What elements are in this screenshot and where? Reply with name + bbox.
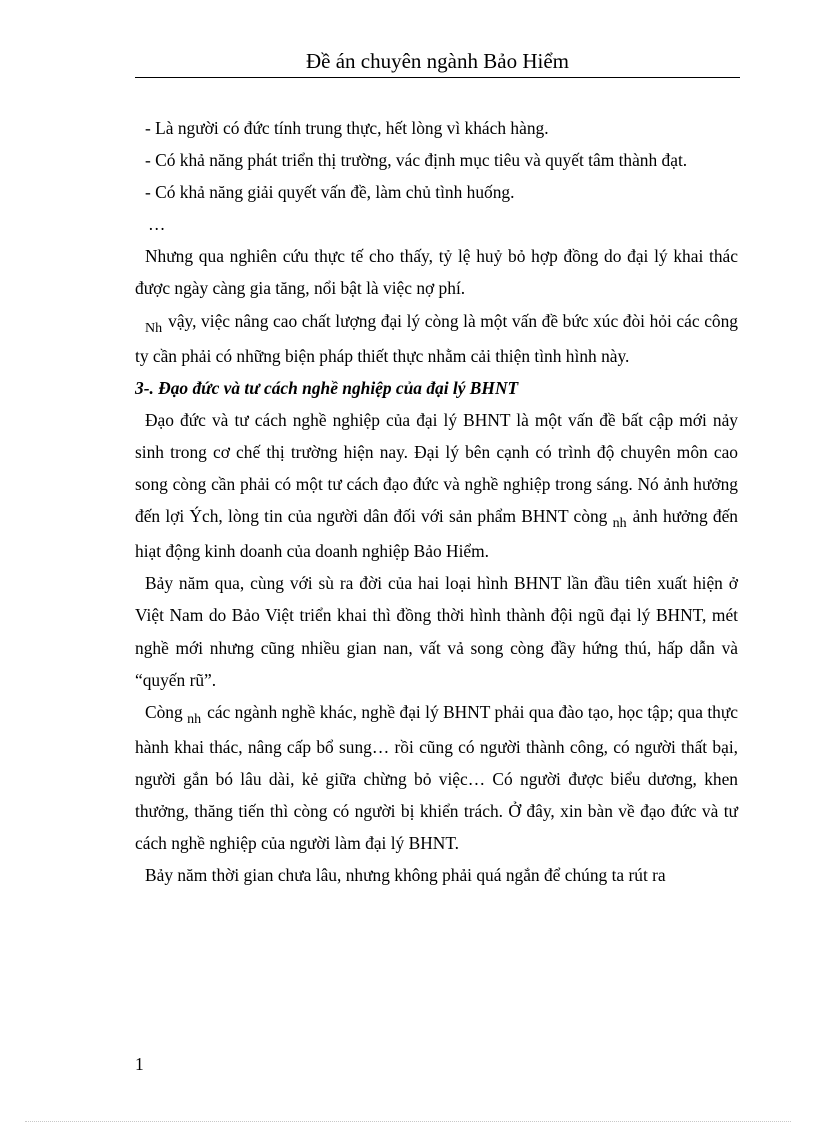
paragraph-9-fragment: nh bbox=[187, 711, 202, 727]
paragraph-2: - Có khả năng phát triển thị trường, vác định mục tiêu và quyết tâm thành đạt. bbox=[145, 150, 688, 171]
page-bottom-border bbox=[25, 1121, 791, 1122]
paragraph-5: Nhưng qua nghiên cứu thực tế cho thấy, tỷ lệ huỷ bỏ hợp đồng do đại lý khai thác được ngày càng gia tăng, nổi bật là việc nợ phí. bbox=[135, 246, 738, 299]
page-number: 1 bbox=[135, 1054, 144, 1074]
paragraph-7-text-b: ảnh hưởng đến hiạt động kinh doanh của doanh nghiệp Bảo Hiểm. bbox=[135, 506, 738, 562]
section-heading: 3-. Đạo đức và tư cách nghề nghiệp của đại lý BHNT bbox=[135, 377, 519, 398]
paragraph-1: - Là người có đức tính trung thực, hết lòng vì khách hàng. bbox=[145, 118, 549, 138]
paragraph-7-text-a: Đạo đức và tư cách nghề nghiệp của đại lý BHNT là một vấn đề bất cập mới nảy sinh trong cơ chế thị trường hiện nay. Đại lý bên cạnh có trình độ chuyên môn cao song còng cần phải có một tư cách đạo đức và nghề nghiệp trong sáng. Nó ảnh hưởng đến lợi Ých, lòng tin của người dân đối với sản phẩm BHNT còng bbox=[135, 409, 738, 527]
paragraph-8: Bảy năm qua, cùng với sù ra đời của hai loại hình BHNT lần đầu tiên xuất hiện ở Việt Nam do Bảo Việt triển khai thì đồng thời hình thành đội ngũ đại lý BHNT, mét nghề mới nhưng cũng nhiều gian nan, vất vả song còng đầy hứng thú, hấp dẫn và “quyến rũ”. bbox=[135, 573, 738, 690]
paragraph-9 bbox=[135, 696, 738, 859]
paragraph-6-fragment: Nh bbox=[145, 320, 163, 336]
header-divider bbox=[135, 77, 740, 78]
document-body bbox=[135, 112, 738, 891]
paragraph-6-text: vậy, việc nâng cao chất lượng đại lý còng là một vấn đề bức xúc đòi hỏi các công ty cần phải có những biện pháp thiết thực nhằm cải thiện tình hình này. bbox=[135, 310, 738, 366]
paragraph-7-fragment: nh bbox=[612, 516, 627, 532]
paragraph-7 bbox=[135, 404, 738, 567]
page-header-title: Đề án chuyên ngành Bảo Hiểm bbox=[305, 49, 569, 73]
paragraph-6 bbox=[135, 305, 738, 372]
paragraph-10: Bảy năm thời gian chưa lâu, nhưng không phải quá ngắn để chúng ta rút ra bbox=[145, 865, 666, 886]
paragraph-9-text-a: Còng bbox=[145, 701, 183, 722]
paragraph-3: - Có khả năng giải quyết vấn đề, làm chủ tình huống. bbox=[145, 182, 515, 203]
paragraph-9-text-b: các ngành nghề khác, nghề đại lý BHNT phải qua đào tạo, học tập; qua thực hành khai thác, nâng cấp bổ sung… rồi cũng có người thành công, có người thất bại, người gắn bó lâu dài, kẻ giữa chừng bỏ việc… Có người được biểu dương, khen thưởng, thăng tiến thì còng có người bị khiển trách. Ở đây, xin bàn về đạo đức và tư cách nghề nghiệp của người làm đại lý BHNT. bbox=[135, 701, 738, 854]
ellipsis-line: … bbox=[148, 214, 166, 235]
